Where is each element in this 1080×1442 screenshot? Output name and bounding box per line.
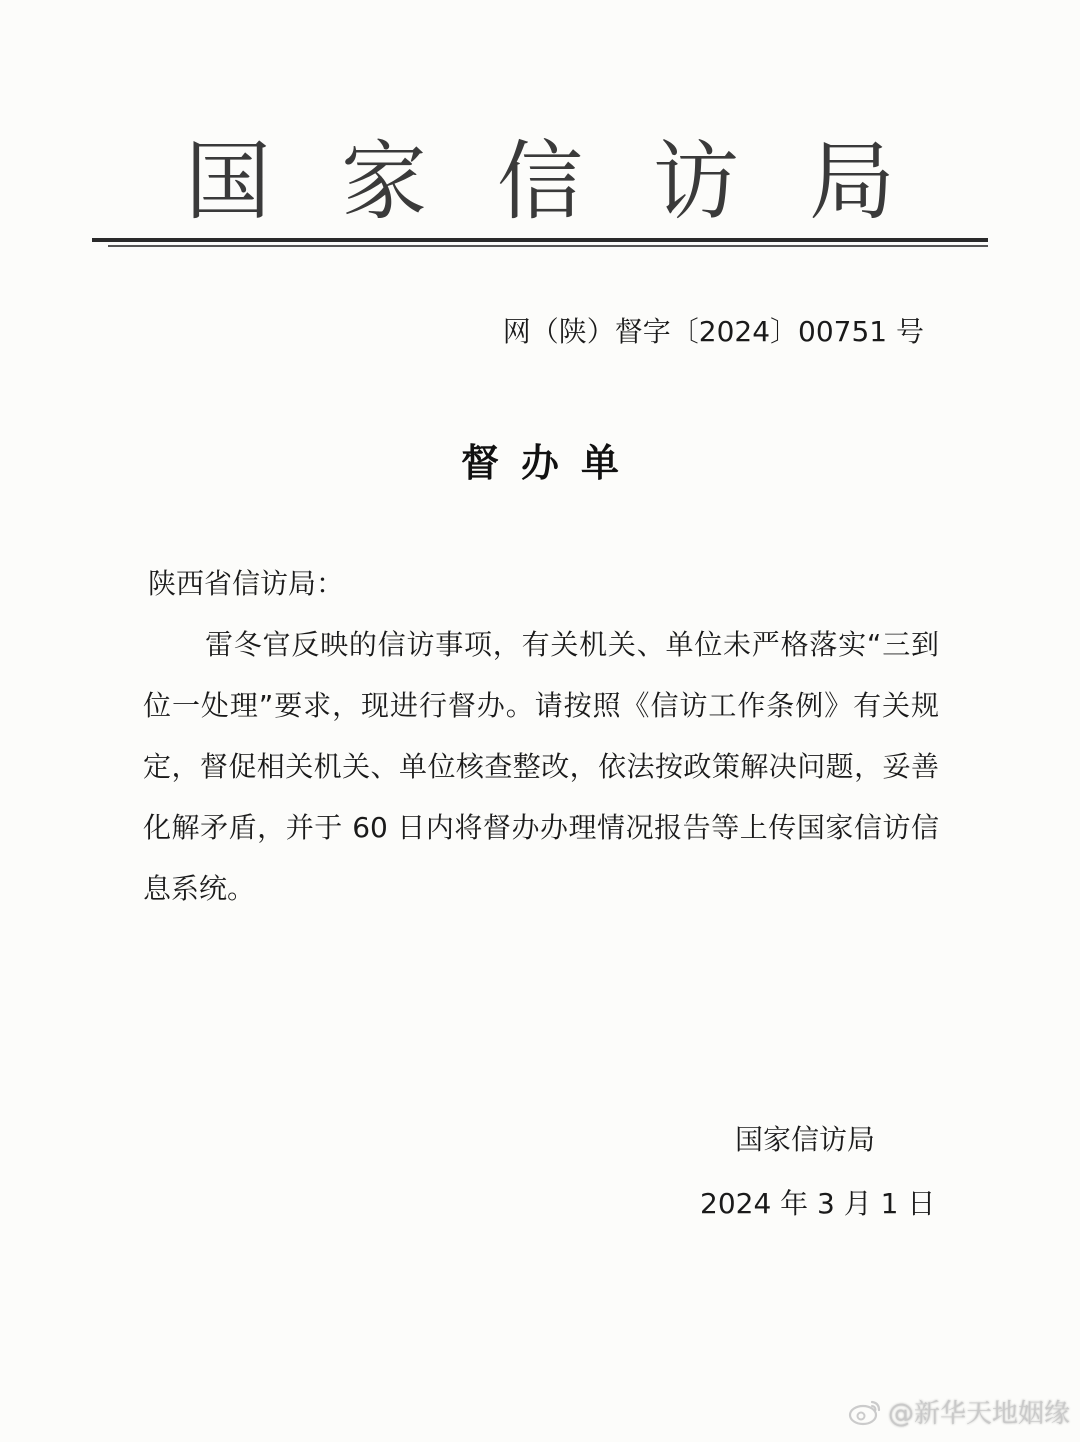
org-header-char: 局 — [809, 132, 895, 232]
weibo-icon — [848, 1398, 882, 1426]
header-rule-thick — [92, 238, 988, 242]
watermark-text: @新华天地姻缘 — [887, 1399, 1070, 1429]
body-paragraph: 雷冬官反映的信访事项，有关机关、单位未严格落实“三到位一处理”要求，现进行督办。请按照《信访工作条例》有关规定，督促相关机关、单位核查整改，依法按政策解决问题，妥善化解矛盾，并于 60 日内将督办办理情况报告等上传国家信访信息系统。 — [143, 628, 939, 905]
org-header-char: 家 — [341, 132, 427, 232]
org-header-char: 国 — [185, 132, 271, 232]
recipient: 陕西省信访局： — [148, 567, 345, 600]
org-header-char: 信 — [497, 132, 583, 232]
header-rule-thin — [108, 245, 988, 247]
document-number: 网（陕）督字〔2024〕00751 号 — [502, 315, 924, 348]
org-header-char: 访 — [653, 132, 739, 232]
signature-date: 2024 年 3 月 1 日 — [700, 1187, 936, 1220]
signature-org: 国家信访局 — [735, 1123, 876, 1156]
document-title: 督办单 — [460, 441, 641, 485]
watermark — [848, 1393, 1070, 1430]
org-header — [180, 132, 900, 232]
